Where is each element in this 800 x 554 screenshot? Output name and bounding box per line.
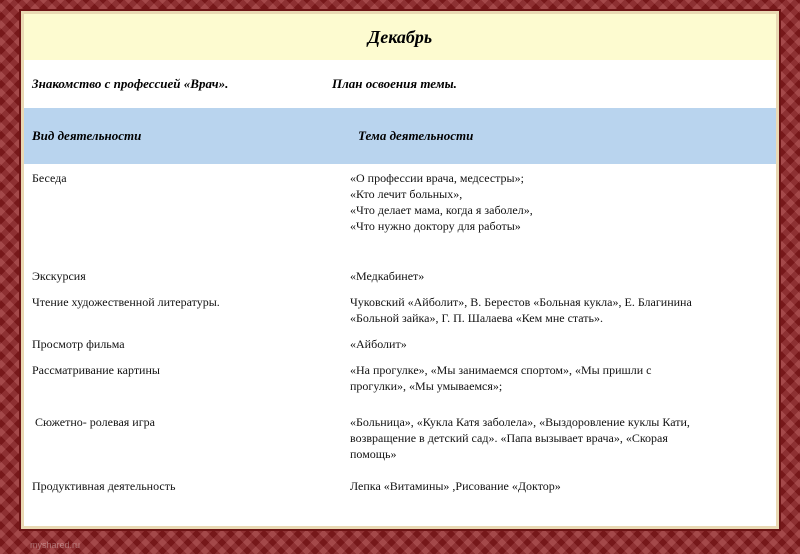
watermark: myshared.ru: [30, 540, 81, 550]
topic-line: «Что нужно доктору для работы»: [350, 219, 521, 233]
table-row: [24, 360, 776, 412]
activity-topic: [350, 268, 776, 290]
activity-type: Экскурсия: [32, 269, 86, 283]
header-activity-topic: Тема деятельности: [358, 128, 474, 143]
table-row: [24, 474, 776, 504]
activity-type: Рассматривание картины: [32, 363, 160, 377]
table-row: [24, 264, 776, 290]
plan-title: План освоения темы.: [332, 76, 457, 91]
activity-type: Продуктивная деятельность: [32, 479, 176, 493]
topic-line: возвращение в детский сад». «Папа вызывает врача», «Скорая: [350, 431, 668, 445]
topic-line: Лепка «Витамины» ,Рисование «Доктор»: [350, 479, 561, 493]
activity-type: Чтение художественной литературы.: [32, 295, 220, 309]
activity-topic: [350, 414, 776, 474]
page-title: Декабрь: [367, 26, 433, 47]
activity-type: Просмотр фильма: [32, 337, 125, 351]
activity-topic: [350, 362, 776, 412]
activity-topic: [350, 294, 776, 332]
topic-line: Чуковский «Айболит», В. Берестов «Больная кукла», Е. Благинина: [350, 295, 692, 309]
table-row: [24, 164, 776, 264]
topic-line: «Медкабинет»: [350, 269, 425, 283]
topic-line: «Что делает мама, когда я заболел»,: [350, 203, 533, 217]
topic-line: прогулки», «Мы умываемся»;: [350, 379, 503, 393]
table-header: [24, 108, 776, 164]
header-activity-type: Вид деятельности: [32, 128, 142, 143]
intro-row: [24, 60, 776, 108]
theme-title: Знакомство с профессией «Врач».: [32, 76, 229, 91]
table-row: [24, 290, 776, 332]
topic-line: «Больница», «Кукла Катя заболела», «Выздоровление куклы Кати,: [350, 415, 690, 429]
topic-line: «О профессии врача, медсестры»;: [350, 171, 524, 185]
activity-topic: [350, 336, 776, 360]
topic-line: «Кто лечит больных»,: [350, 187, 463, 201]
activity-topic: [350, 478, 776, 504]
title-row: [24, 14, 776, 60]
topic-line: «На прогулке», «Мы занимаемся спортом», «Мы пришли с: [350, 363, 652, 377]
slide-frame: [24, 14, 776, 526]
activity-type: Беседа: [32, 171, 67, 185]
activity-topic: [350, 170, 776, 264]
table-row: [24, 332, 776, 360]
topic-line: «Больной зайка», Г. П. Шалаева «Кем мне стать».: [350, 311, 604, 325]
topic-line: «Айболит»: [350, 337, 407, 351]
activity-type: Сюжетно- ролевая игра: [32, 415, 155, 429]
topic-line: помощь»: [350, 447, 397, 461]
table-row: [24, 412, 776, 474]
